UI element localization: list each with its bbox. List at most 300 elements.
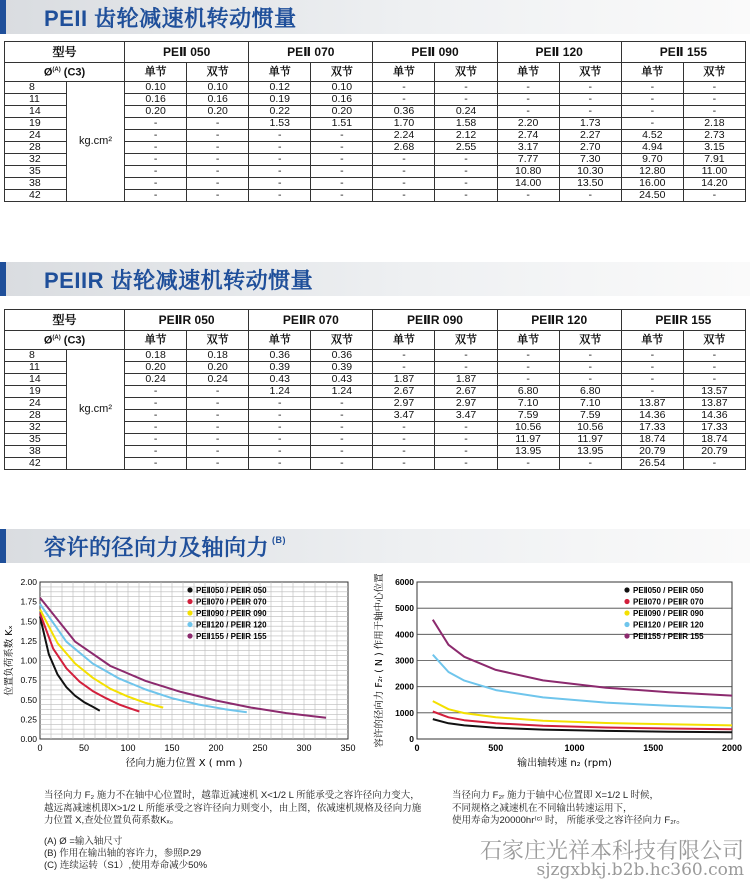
inertia-value: 3.47 xyxy=(435,410,497,422)
legend-marker xyxy=(187,587,192,592)
inertia-value: 7.77 xyxy=(497,154,559,166)
bore-size: 38 xyxy=(5,178,67,190)
inertia-value: - xyxy=(311,446,373,458)
inertia-value: - xyxy=(373,190,435,202)
inertia-value: - xyxy=(249,154,311,166)
model-column-header: PEⅡ 070 xyxy=(249,42,373,63)
stage-double-header: 双节 xyxy=(559,331,621,350)
bore-size: 24 xyxy=(5,398,67,410)
peiir-inertia-table xyxy=(4,309,746,470)
model-column-header: PEⅡR 050 xyxy=(125,310,249,331)
force-title: 容许的径向力及轴向力 xyxy=(44,535,270,560)
note-line: 当径向力 F₂ 施力不在轴中心位置时，越靠近减速机 X<1/2 L 所能承受之容许径向力变大， xyxy=(44,790,420,801)
inertia-value: 0.24 xyxy=(187,374,249,386)
inertia-value: 0.10 xyxy=(187,82,249,94)
legend-marker xyxy=(624,633,629,638)
force-title-sup: (B) xyxy=(272,535,287,545)
inertia-value: 7.59 xyxy=(497,410,559,422)
inertia-value: 0.18 xyxy=(187,350,249,362)
inertia-value: 0.20 xyxy=(311,106,373,118)
inertia-value: - xyxy=(125,398,187,410)
inertia-value: 1.24 xyxy=(311,386,373,398)
x-tick-label: 250 xyxy=(252,743,268,753)
header-accent-bar xyxy=(0,262,6,296)
y-tick-label: 1.50 xyxy=(20,616,37,627)
stage-double-header: 双节 xyxy=(435,63,497,82)
y-tick-label: 1.75 xyxy=(20,596,37,607)
inertia-value: - xyxy=(435,350,497,362)
inertia-value: 0.39 xyxy=(249,362,311,374)
inertia-value: 0.12 xyxy=(249,82,311,94)
y-tick-label: 6000 xyxy=(395,577,414,587)
inertia-value: 0.20 xyxy=(187,106,249,118)
bore-size: 35 xyxy=(5,434,67,446)
inertia-value: 0.16 xyxy=(125,94,187,106)
stage-single-header: 单节 xyxy=(497,63,559,82)
stage-double-header: 双节 xyxy=(435,331,497,350)
inertia-value: - xyxy=(125,422,187,434)
inertia-value: - xyxy=(559,362,621,374)
inertia-value: 11.97 xyxy=(559,434,621,446)
inertia-value: 0.16 xyxy=(187,94,249,106)
inertia-value: 7.59 xyxy=(559,410,621,422)
inertia-value: - xyxy=(497,190,559,202)
inertia-value: 0.10 xyxy=(311,82,373,94)
inertia-value: - xyxy=(621,118,683,130)
inertia-value: 0.18 xyxy=(125,350,187,362)
legend-label: PEⅡ155 / PEⅡR 155 xyxy=(633,632,704,641)
inertia-value: 18.74 xyxy=(683,434,745,446)
inertia-value: 1.24 xyxy=(249,386,311,398)
section-header-force xyxy=(0,529,750,563)
model-column-header: PEⅡR 070 xyxy=(249,310,373,331)
inertia-value: 0.24 xyxy=(125,374,187,386)
inertia-value: - xyxy=(125,178,187,190)
legend-marker xyxy=(624,599,629,604)
inertia-value: - xyxy=(435,422,497,434)
note-left xyxy=(44,790,424,828)
inertia-value: - xyxy=(249,434,311,446)
inertia-value: 18.74 xyxy=(621,434,683,446)
y-tick-label: 1.25 xyxy=(20,635,37,646)
header-accent-bar xyxy=(0,529,6,563)
x-tick-label: 500 xyxy=(488,743,504,753)
inertia-value: - xyxy=(497,350,559,362)
bore-label: Ø xyxy=(43,334,53,347)
inertia-value: 24.50 xyxy=(621,190,683,202)
y-axis-label: 容许的径向力 F₂ᵣ ( N ) 作用于轴中心位置 xyxy=(374,573,385,748)
inertia-value: - xyxy=(187,458,249,470)
inertia-value: - xyxy=(373,458,435,470)
x-tick-label: 100 xyxy=(120,743,136,753)
model-column-header: PEⅡ 155 xyxy=(621,42,745,63)
inertia-value: - xyxy=(125,166,187,178)
x-axis-label: 输出轴转速 n₂ (rpm) xyxy=(517,758,612,769)
inertia-value: 0.22 xyxy=(249,106,311,118)
model-column-header: PEⅡR 155 xyxy=(621,310,745,331)
inertia-value: 2.73 xyxy=(683,130,745,142)
inertia-value: - xyxy=(311,130,373,142)
inertia-value: - xyxy=(683,94,745,106)
inertia-value: 7.30 xyxy=(559,154,621,166)
inertia-value: 0.36 xyxy=(311,350,373,362)
inertia-value: - xyxy=(187,422,249,434)
bore-size: 42 xyxy=(5,190,67,202)
legend-label: PEⅡ070 / PEⅡR 070 xyxy=(196,597,267,607)
footnote-line: (C) 连续运转（S1）,使用寿命减少50% xyxy=(44,860,208,871)
bore-size: 8 xyxy=(5,82,67,94)
inertia-value: 0.20 xyxy=(125,362,187,374)
legend-marker xyxy=(624,610,629,615)
inertia-value: - xyxy=(435,82,497,94)
inertia-value: 9.70 xyxy=(621,154,683,166)
inertia-value: 2.74 xyxy=(497,130,559,142)
y-tick-label: 0.00 xyxy=(20,734,37,744)
inertia-value: 0.19 xyxy=(249,94,311,106)
note-line: 使用寿命为20000hr⁽ᶜ⁾ 时， 所能承受之容许径向力 F₂ᵣ。 xyxy=(452,815,686,826)
inertia-value: 0.16 xyxy=(311,94,373,106)
stage-double-header: 双节 xyxy=(311,331,373,350)
inertia-value: - xyxy=(621,350,683,362)
stage-single-header: 单节 xyxy=(373,63,435,82)
inertia-value: - xyxy=(125,142,187,154)
inertia-value: 1.53 xyxy=(249,118,311,130)
inertia-value: 0.20 xyxy=(125,106,187,118)
bore-size: 42 xyxy=(5,458,67,470)
peii-inertia-table xyxy=(4,41,746,202)
legend-marker xyxy=(187,622,192,627)
stage-single-header: 单节 xyxy=(621,63,683,82)
y-tick-label: 2.00 xyxy=(20,577,37,587)
section-header-peii xyxy=(0,0,750,34)
model-header: 型号 xyxy=(5,42,125,63)
legend-label: PEⅡ090 / PEⅡR 090 xyxy=(196,609,267,618)
inertia-value: 2.27 xyxy=(559,130,621,142)
y-tick-label: 0.75 xyxy=(20,675,37,686)
inertia-value: - xyxy=(187,434,249,446)
inertia-value: 20.79 xyxy=(621,446,683,458)
inertia-value: 13.50 xyxy=(559,178,621,190)
inertia-value: - xyxy=(187,190,249,202)
inertia-value: 11.00 xyxy=(683,166,745,178)
y-tick-label: 0 xyxy=(409,734,414,744)
inertia-value: 3.47 xyxy=(373,410,435,422)
inertia-value: 4.94 xyxy=(621,142,683,154)
inertia-value: - xyxy=(311,398,373,410)
y-tick-label: 1.00 xyxy=(20,655,37,666)
bore-size: 11 xyxy=(5,94,67,106)
bore-size: 32 xyxy=(5,154,67,166)
section-header-peiir xyxy=(0,262,750,296)
legend-label: PEⅡ090 / PEⅡR 090 xyxy=(633,609,704,618)
inertia-value: - xyxy=(373,154,435,166)
stage-single-header: 单节 xyxy=(125,63,187,82)
stage-single-header: 单节 xyxy=(125,331,187,350)
y-tick-label: 0.50 xyxy=(20,694,37,705)
inertia-value: 2.67 xyxy=(373,386,435,398)
legend-label: PEⅡ155 / PEⅡR 155 xyxy=(196,632,267,641)
legend-marker xyxy=(624,622,629,627)
bore-size: 32 xyxy=(5,422,67,434)
table-row xyxy=(5,82,746,94)
inertia-value: - xyxy=(249,446,311,458)
inertia-value: - xyxy=(683,350,745,362)
bore-size: 24 xyxy=(5,130,67,142)
inertia-value: - xyxy=(683,374,745,386)
inertia-value: - xyxy=(187,386,249,398)
inertia-value: 11.97 xyxy=(497,434,559,446)
inertia-value: 10.80 xyxy=(497,166,559,178)
inertia-value: 0.36 xyxy=(373,106,435,118)
bore-sup: (A) xyxy=(52,335,61,342)
note-line: 越远离减速机即X>1/2 L 所能承受之容许径向力则变小，由上图，依减速机规格及径向力施 xyxy=(44,802,422,814)
inertia-value: - xyxy=(125,118,187,130)
stage-double-header: 双节 xyxy=(683,331,745,350)
inertia-value: - xyxy=(435,154,497,166)
inertia-value: - xyxy=(373,178,435,190)
inertia-value: - xyxy=(373,434,435,446)
bore-size: 35 xyxy=(5,166,67,178)
inertia-value: - xyxy=(187,130,249,142)
watermark-company: 石家庄光祥本科技有限公司 xyxy=(479,839,744,864)
inertia-value: - xyxy=(621,362,683,374)
model-column-header: PEⅡR 120 xyxy=(497,310,621,331)
bore-label: Ø xyxy=(43,66,53,79)
inertia-value: - xyxy=(187,166,249,178)
inertia-value: - xyxy=(249,422,311,434)
section-title xyxy=(44,531,286,562)
inertia-value: - xyxy=(621,82,683,94)
stage-single-header: 单节 xyxy=(497,331,559,350)
inertia-value: - xyxy=(373,350,435,362)
inertia-value: - xyxy=(559,190,621,202)
bore-size: 8 xyxy=(5,350,67,362)
inertia-value: 14.00 xyxy=(497,178,559,190)
inertia-value: 2.70 xyxy=(559,142,621,154)
note-line: 力位置 X,查处位置负荷系数Kₓ。 xyxy=(44,815,180,826)
inertia-value: - xyxy=(497,82,559,94)
model-column-header: PEⅡR 090 xyxy=(373,310,497,331)
model-header: 型号 xyxy=(5,310,125,331)
inertia-value: - xyxy=(125,410,187,422)
inertia-value: 13.95 xyxy=(559,446,621,458)
load-factor-chart-svg xyxy=(0,572,360,772)
inertia-value: - xyxy=(373,446,435,458)
inertia-value: 3.17 xyxy=(497,142,559,154)
table-row xyxy=(5,350,746,362)
inertia-value: 17.33 xyxy=(621,422,683,434)
x-tick-label: 2000 xyxy=(721,743,743,753)
x-tick-label: 350 xyxy=(340,743,356,753)
inertia-value: - xyxy=(249,398,311,410)
stage-double-header: 双节 xyxy=(187,331,249,350)
inertia-value: 10.30 xyxy=(559,166,621,178)
inertia-value: - xyxy=(187,446,249,458)
stage-single-header: 单节 xyxy=(249,331,311,350)
inertia-value: 2.12 xyxy=(435,130,497,142)
unit-cell: kg.cm² xyxy=(67,82,125,202)
load-factor-chart xyxy=(0,572,360,772)
inertia-value: 2.67 xyxy=(435,386,497,398)
x-tick-label: 300 xyxy=(296,743,312,753)
inertia-value: - xyxy=(125,458,187,470)
inertia-value: 0.36 xyxy=(249,350,311,362)
inertia-value: - xyxy=(559,458,621,470)
inertia-value: - xyxy=(559,106,621,118)
inertia-value: - xyxy=(559,94,621,106)
inertia-value: - xyxy=(435,434,497,446)
inertia-value: - xyxy=(249,410,311,422)
inertia-value: 13.87 xyxy=(683,398,745,410)
x-tick-label: 200 xyxy=(208,743,224,753)
inertia-value: 7.91 xyxy=(683,154,745,166)
inertia-value: 17.33 xyxy=(683,422,745,434)
inertia-value: - xyxy=(497,458,559,470)
inertia-value: 26.54 xyxy=(621,458,683,470)
footnotes xyxy=(44,836,207,872)
inertia-value: 2.20 xyxy=(497,118,559,130)
bore-sup: (A) xyxy=(52,67,61,74)
inertia-value: 1.51 xyxy=(311,118,373,130)
inertia-value: 2.97 xyxy=(435,398,497,410)
bore-header xyxy=(5,63,125,82)
inertia-value: 12.80 xyxy=(621,166,683,178)
legend-marker xyxy=(187,599,192,604)
inertia-value: - xyxy=(373,422,435,434)
legend-label: PEⅡ070 / PEⅡR 070 xyxy=(633,597,704,607)
inertia-value: 0.10 xyxy=(125,82,187,94)
bore-size: 11 xyxy=(5,362,67,374)
y-tick-label: 4000 xyxy=(395,629,414,640)
inertia-value: - xyxy=(497,94,559,106)
inertia-value: 2.68 xyxy=(373,142,435,154)
inertia-value: - xyxy=(311,178,373,190)
stage-single-header: 单节 xyxy=(621,331,683,350)
legend-marker xyxy=(624,587,629,592)
section-title: PEII 齿轮减速机转动惯量 xyxy=(44,6,297,31)
legend-label: PEⅡ120 / PEⅡR 120 xyxy=(633,620,704,630)
inertia-value: - xyxy=(311,166,373,178)
inertia-value: - xyxy=(187,398,249,410)
inertia-value: - xyxy=(621,94,683,106)
inertia-value: 16.00 xyxy=(621,178,683,190)
inertia-value: - xyxy=(373,362,435,374)
footnote-line: (B) 作用在输出轴的容许力，参照P.29 xyxy=(44,848,202,859)
inertia-value: 1.73 xyxy=(559,118,621,130)
bore-suffix: (C3) xyxy=(60,66,86,79)
note-line: 不同规格之减速机在不同输出转速运用下， xyxy=(452,802,633,814)
inertia-value: 20.79 xyxy=(683,446,745,458)
inertia-value: - xyxy=(683,106,745,118)
inertia-value: - xyxy=(311,154,373,166)
y-tick-label: 1000 xyxy=(395,707,414,718)
inertia-value: 1.70 xyxy=(373,118,435,130)
inertia-value: - xyxy=(559,82,621,94)
inertia-value: - xyxy=(125,130,187,142)
inertia-value: - xyxy=(683,82,745,94)
inertia-value: - xyxy=(311,190,373,202)
inertia-value: - xyxy=(125,154,187,166)
inertia-value: - xyxy=(125,190,187,202)
bore-suffix: (C3) xyxy=(60,334,86,347)
legend-label: PEⅡ050 / PEⅡR 050 xyxy=(633,586,704,595)
watermark-url: sjzgxbkj.b2b.hc360.com xyxy=(536,860,744,880)
legend-label: PEⅡ050 / PEⅡR 050 xyxy=(196,586,267,595)
stage-double-header: 双节 xyxy=(559,63,621,82)
inertia-value: - xyxy=(311,410,373,422)
bore-size: 38 xyxy=(5,446,67,458)
bore-size: 28 xyxy=(5,410,67,422)
inertia-value: 2.97 xyxy=(373,398,435,410)
y-tick-label: 2000 xyxy=(395,681,414,692)
inertia-value: 0.39 xyxy=(311,362,373,374)
y-tick-label: 5000 xyxy=(395,603,414,614)
x-tick-label: 1500 xyxy=(643,743,664,753)
inertia-value: - xyxy=(187,154,249,166)
inertia-value: - xyxy=(497,106,559,118)
inertia-value: - xyxy=(435,178,497,190)
inertia-value: - xyxy=(621,386,683,398)
legend-marker xyxy=(187,633,192,638)
inertia-value: 14.20 xyxy=(683,178,745,190)
note-right xyxy=(452,790,742,828)
inertia-value: - xyxy=(373,94,435,106)
inertia-value: 7.10 xyxy=(497,398,559,410)
model-column-header: PEⅡ 120 xyxy=(497,42,621,63)
bore-header xyxy=(5,331,125,350)
inertia-value: 4.52 xyxy=(621,130,683,142)
inertia-value: - xyxy=(311,422,373,434)
inertia-value: - xyxy=(435,166,497,178)
inertia-value: 14.36 xyxy=(621,410,683,422)
y-axis-label: 位置负荷系数 Kₓ xyxy=(4,625,15,696)
stage-double-header: 双节 xyxy=(187,63,249,82)
inertia-value: 0.24 xyxy=(435,106,497,118)
inertia-value: 10.56 xyxy=(559,422,621,434)
model-column-header: PEⅡ 050 xyxy=(125,42,249,63)
inertia-value: - xyxy=(311,458,373,470)
inertia-value: 6.80 xyxy=(559,386,621,398)
inertia-value: - xyxy=(311,142,373,154)
inertia-value: - xyxy=(559,350,621,362)
stage-single-header: 单节 xyxy=(373,331,435,350)
radial-force-chart xyxy=(372,572,750,772)
inertia-value: - xyxy=(373,166,435,178)
inertia-value: - xyxy=(249,178,311,190)
inertia-value: 3.15 xyxy=(683,142,745,154)
y-tick-label: 3000 xyxy=(395,655,414,666)
bore-size: 19 xyxy=(5,386,67,398)
inertia-value: 1.87 xyxy=(373,374,435,386)
bore-size: 14 xyxy=(5,106,67,118)
x-tick-label: 1000 xyxy=(564,743,585,753)
x-tick-label: 50 xyxy=(78,743,90,753)
inertia-value: - xyxy=(621,374,683,386)
inertia-value: 0.43 xyxy=(311,374,373,386)
note-line: 当径向力 F₂ᵣ 施力于轴中心位置即 X=1/2 L 时候， xyxy=(452,790,659,801)
inertia-value: - xyxy=(125,446,187,458)
inertia-value: 13.57 xyxy=(683,386,745,398)
inertia-value: 13.95 xyxy=(497,446,559,458)
inertia-value: - xyxy=(187,142,249,154)
inertia-value: - xyxy=(435,362,497,374)
stage-double-header: 双节 xyxy=(311,63,373,82)
x-axis-label: 径向力施力位置 X ( mm ) xyxy=(125,758,243,769)
inertia-value: 13.87 xyxy=(621,398,683,410)
inertia-value: - xyxy=(249,142,311,154)
inertia-value: - xyxy=(249,458,311,470)
inertia-value: 2.18 xyxy=(683,118,745,130)
